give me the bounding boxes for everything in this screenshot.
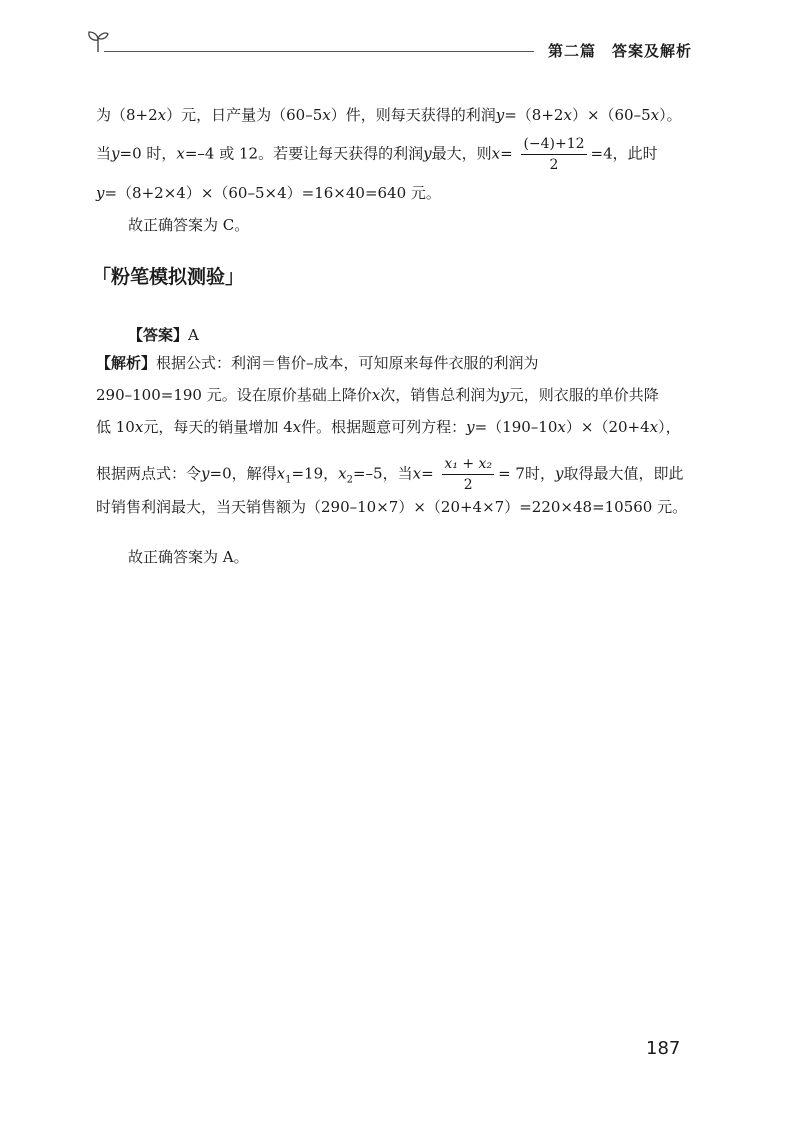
header-title: 第二篇 答案及解析 [548,42,693,60]
answer-line: 【答案】A [128,326,199,344]
fraction: $\frac{(-4)+12}{2}$ [523,136,585,173]
page-number: 187 [646,1038,681,1059]
conclusion-line: 故正确答案为 C。 [128,216,250,234]
paragraph-line: 时销售利润最大，当天销售额为（290–10×7）×（20+4×7）=220×48=10560 元。 [96,498,688,516]
paragraph-line: 当y=0 时，x=–4 或 12。若要让每天获得的利润y最大，则x= $\frac{(-4)+12}{2}$ =4，此时 [96,136,658,173]
fraction: $\frac{\text{x₁ + x₂}}{2}$ [444,456,493,493]
header-rule [104,51,534,52]
paragraph-line: 根据两点式：令y=0，解得$x_1=19$，$x_2=-5$，当x= $\frac{\text{x₁ + x₂}}{2}$ = 7时，y取得最大值，即此 [96,456,684,493]
paragraph-line: 低 10x元，每天的销量增加 4x件。根据题意可列方程：y=（190–10x）×（20+4x）， [96,418,681,436]
paragraph-line: 290–100=190 元。设在原价基础上降价x次，销售总利润为y元，则衣服的单价共降 [96,386,659,404]
paragraph-line: 为（8+2x）元，日产量为（60–5x）件，则每天获得的利润y=（8+2x）×（60–5x）。 [96,106,682,124]
section-title: 「粉笔模拟测验」 [92,266,245,288]
conclusion-line: 故正确答案为 A。 [128,548,249,566]
sprout-icon [86,28,110,58]
paragraph-line: y=（8+2×4）×（60–5×4）=16×40=640 元。 [96,184,441,202]
paragraph-line: 【解析】根据公式：利润＝售价–成本，可知原来每件衣服的利润为 [96,354,539,372]
